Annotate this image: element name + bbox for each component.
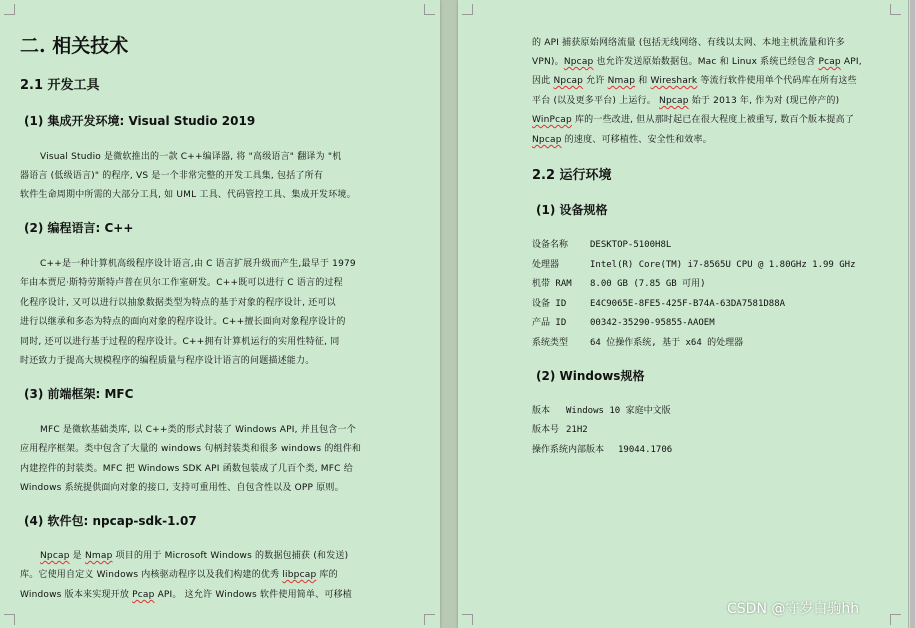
paragraph-line: MFC 是微软基础类库, 以 C++类的形式封装了 Windows API, 并且包含一个 (40, 425, 356, 435)
spellcheck-word: Npcap (532, 135, 562, 145)
spellcheck-word: Nmap (607, 76, 636, 86)
spellcheck-word: WinPcap (532, 115, 572, 125)
spec-value: 8.00 GB (7.85 GB 可用) (590, 279, 706, 289)
spellcheck-word: Pcap (818, 57, 841, 67)
paragraph-line: Windows 系统提供面向对象的接口, 支持可重用性、自包含性以及 OPP 原则。 (20, 483, 344, 493)
item-heading: (3) 前端框架: MFC (24, 387, 134, 401)
spec-row (532, 237, 671, 250)
spellcheck-word: Nmap (84, 551, 113, 561)
spec-key: 设备 ID (532, 299, 567, 309)
spellcheck-word: libpcap (282, 570, 317, 580)
spec-row (532, 296, 785, 309)
document-page-right (458, 0, 908, 628)
chapter-title: 二. 相关技术 (20, 35, 129, 57)
watermark: CSDN @守岁白驹hh (727, 601, 860, 617)
paragraph-line: 平台 (以及更多平台) 上运行。 Npcap 始于 2013 年, 作为对 (现已停产的) (532, 96, 840, 106)
spec-key: 版本号 (532, 425, 560, 435)
paragraph-line: 年由本贾尼·斯特劳斯特卢普在贝尔工作室研发。C++既可以进行 C 语言的过程 (20, 278, 343, 288)
corner-mark (424, 614, 435, 625)
spec-row (532, 403, 671, 416)
item-heading: (1) 设备规格 (536, 203, 608, 217)
corner-mark (462, 614, 473, 625)
paragraph-line: VPN)。Npcap 也允许发送原始数据包。Mac 和 Linux 系统已经包含 Pcap API, (532, 57, 862, 67)
item-heading: (2) Windows规格 (536, 369, 645, 383)
spec-key: 系统类型 (532, 338, 569, 348)
vertical-scrollbar[interactable] (909, 0, 916, 628)
document-page-left (0, 0, 440, 628)
paragraph-line: WinPcap 库的一些改进, 但从那时起已在很大程度上被重写, 数百个版本提高了 (532, 115, 855, 125)
paragraph-line: 因此 Npcap 允许 Nmap 和 Wireshark 等流行软件使用单个代码库在所有这些 (532, 76, 857, 86)
spec-row (532, 335, 743, 348)
corner-mark (890, 4, 901, 15)
corner-mark (424, 4, 435, 15)
paragraph-line: 时还致力于提高大规模程序的编程质量与程序设计语言的问题描述能力。 (20, 356, 315, 366)
spec-row (532, 315, 715, 328)
spec-value: E4C9065E-8FE5-425F-B74A-63DA7581D88A (590, 299, 786, 309)
spec-row (532, 422, 588, 435)
spec-key: 版本 (532, 406, 551, 416)
paragraph-line: 应用程序框架。类中包含了大量的 windows 句柄封装类和很多 windows 的组件和 (20, 444, 362, 454)
paragraph-line: 同时, 还可以进行基于过程的程序设计。C++拥有计算机运行的实用性特征, 同 (20, 337, 340, 347)
corner-mark (890, 614, 901, 625)
spellcheck-word: Pcap (132, 590, 155, 600)
paragraph-line: 软件生命周期中所需的大部分工具, 如 UML 工具、代码管控工具、集成开发环境。 (20, 190, 356, 200)
spec-value: Windows 10 家庭中文版 (566, 406, 671, 416)
paragraph-line: 器语言 (低级语言)" 的程序, VS 是一个非常完整的开发工具集, 包括了所有 (20, 171, 324, 181)
section-heading: 2.1 开发工具 (20, 78, 100, 93)
paragraph-line: Visual Studio 是微软推出的一款 C++编译器, 将 "高级语言" 翻译为 "机 (40, 152, 342, 162)
paragraph-line: 进行以继承和多态为特点的面向对象的程序设计。C++擅长面向对象程序设计的 (20, 317, 346, 327)
spec-value: 21H2 (566, 425, 588, 435)
spellcheck-word: Npcap (563, 57, 594, 67)
spec-key: 设备名称 (532, 240, 569, 250)
corner-mark (4, 4, 15, 15)
paragraph-line: C++是一种计算机高级程序设计语言,由 C 语言扩展升级而产生,最早于 1979 (40, 259, 356, 269)
spellcheck-word: Npcap (40, 551, 70, 561)
corner-mark (462, 4, 473, 15)
paragraph-line: Npcap 是 Nmap 项目的用于 Microsoft Windows 的数据包捕获 (和发送) (40, 551, 349, 561)
spec-value: Intel(R) Core(TM) i7-8565U CPU @ 1.80GHz 1.99 GHz (590, 260, 856, 270)
spec-value: 00342-35290-95855-AAOEM (590, 318, 715, 328)
spec-key: 处理器 (532, 260, 560, 270)
spec-key: 操作系统内部版本 (532, 445, 605, 455)
corner-mark (4, 614, 15, 625)
spec-value: 19044.1706 (618, 445, 673, 455)
spec-value: DESKTOP-5100H8L (590, 240, 672, 250)
item-heading: (1) 集成开发环境: Visual Studio 2019 (24, 114, 256, 128)
section-heading: 2.2 运行环境 (532, 168, 612, 183)
spellcheck-word: Wireshark (650, 76, 698, 86)
spec-key: 机带 RAM (532, 279, 572, 289)
paragraph-line: 库。它使用自定义 Windows 内核驱动程序以及我们构建的优秀 libpcap 库的 (20, 570, 338, 580)
spellcheck-word: Npcap (553, 76, 584, 86)
item-heading: (4) 软件包: npcap-sdk-1.07 (24, 514, 197, 528)
spec-row (532, 442, 672, 455)
spec-value: 64 位操作系统, 基于 x64 的处理器 (590, 338, 744, 348)
spec-row (532, 257, 856, 270)
spec-key: 产品 ID (532, 318, 567, 328)
spec-row (532, 276, 706, 289)
paragraph-line: 化程序设计, 又可以进行以抽象数据类型为特点的基于对象的程序设计, 还可以 (20, 298, 336, 308)
scrollbar-thumb[interactable] (910, 0, 915, 628)
paragraph-line: Npcap 的速度、可移植性、安全性和效率。 (532, 135, 712, 145)
spellcheck-word: Npcap (659, 96, 689, 106)
paragraph-line: Windows 版本来实现开放 Pcap API。 这允许 Windows 软件使用简单、可移植 (20, 590, 352, 600)
paragraph-line: 内建控件的封装类。MFC 把 Windows SDK API 函数包装成了几百个类, MFC 给 (20, 464, 353, 474)
paragraph-line: 的 API 捕获原始网络流量 (包括无线网络、有线以太网、本地主机流量和许多 (532, 38, 845, 48)
item-heading: (2) 编程语言: C++ (24, 221, 134, 235)
